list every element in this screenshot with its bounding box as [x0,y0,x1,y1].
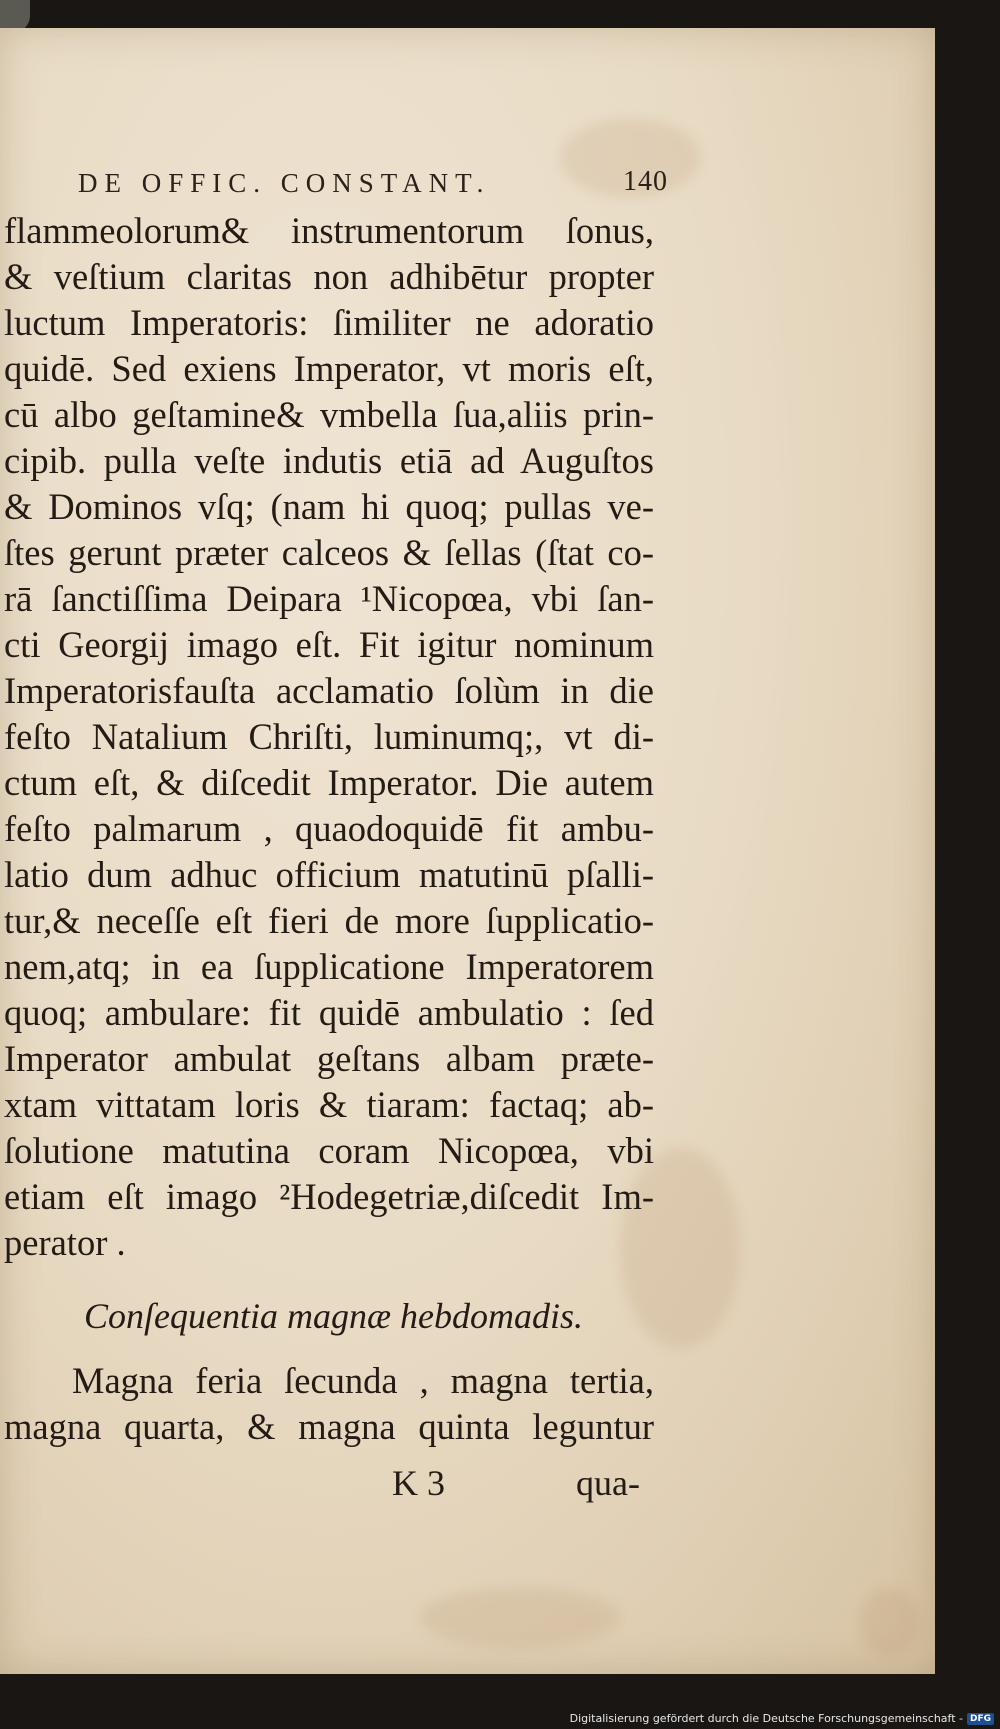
digitization-credit [570,1712,994,1725]
paper-stain [420,1588,620,1648]
running-head [78,168,668,199]
section-heading: Conſequentia magnæ hebdomadis. [84,1296,583,1336]
dfg-logo: DFG [967,1713,994,1725]
text-line: tur,& neceſſe eſt fieri de more ſupplicatio- [4,900,654,941]
running-head-title: DE OFFIC. CONSTANT. [78,168,491,198]
text-line: Imperator ambulat geſtans albam præte- [4,1038,654,1079]
text-line: Imperatorisfauſta acclamatio ſolùm in die [4,670,654,711]
paper-stain [860,1588,920,1658]
text-line: magna quarta, & magna quinta leguntur [4,1406,654,1447]
text-line: & veſtium claritas non adhibētur propter [4,256,654,297]
text-line: luctum Imperatoris: ſimiliter ne adoratio [4,302,654,343]
text-line: quoq; ambulare: fit quidē ambulatio : ſed [4,992,654,1033]
signature-mark: K 3 [392,1463,445,1503]
text-line: feſto Natalium Chriſti, luminumq;, vt di- [4,716,654,757]
text-line: cipib. pulla veſte indutis etiā ad Auguſtos [4,440,654,481]
text-line: ſtes gerunt præter calceos & ſellas (ſtat co- [4,532,654,573]
text-line: quidē. Sed exiens Imperator, vt moris eſt, [4,348,654,389]
text-line: & Dominos vſq; (nam hi quoq; pullas ve- [4,486,654,527]
text-line: Magna feria ſecunda , magna tertia, [72,1360,654,1401]
text-line: nem,atq; in ea ſupplicatione Imperatorem [4,946,654,987]
text-line: etiam eſt imago ²Hodegetriæ,diſcedit Im- [4,1176,654,1217]
text-line: ctum eſt, & diſcedit Imperator. Die autem [4,762,654,803]
text-line: flammeolorum& instrumentorum ſonus, [4,210,654,251]
catchword: qua- [576,1463,640,1503]
text-line: rā ſanctiſſima Deipara ¹Nicopœa, vbi ſan- [4,578,654,619]
credit-text: Digitalisierung gefördert durch die Deutsche Forschungsgemeinschaft - [569,1712,963,1725]
text-line: feſto palmarum , quaodoquidē fit ambu- [4,808,654,849]
text-line: cū albo geſtamine& vmbella ſua,aliis prin- [4,394,654,435]
text-line: cti Georgij imago eſt. Fit igitur nominum [4,624,654,665]
page-number: 140 [623,166,668,197]
text-line: xtam vittatam loris & tiaram: factaq; ab- [4,1084,654,1125]
text-line: ſolutione matutina coram Nicopœa, vbi [4,1130,654,1171]
text-line: perator . [4,1222,126,1263]
text-line: latio dum adhuc officium matutinū pſalli- [4,854,654,895]
body-text [4,208,654,1266]
paragraph [4,1358,654,1450]
